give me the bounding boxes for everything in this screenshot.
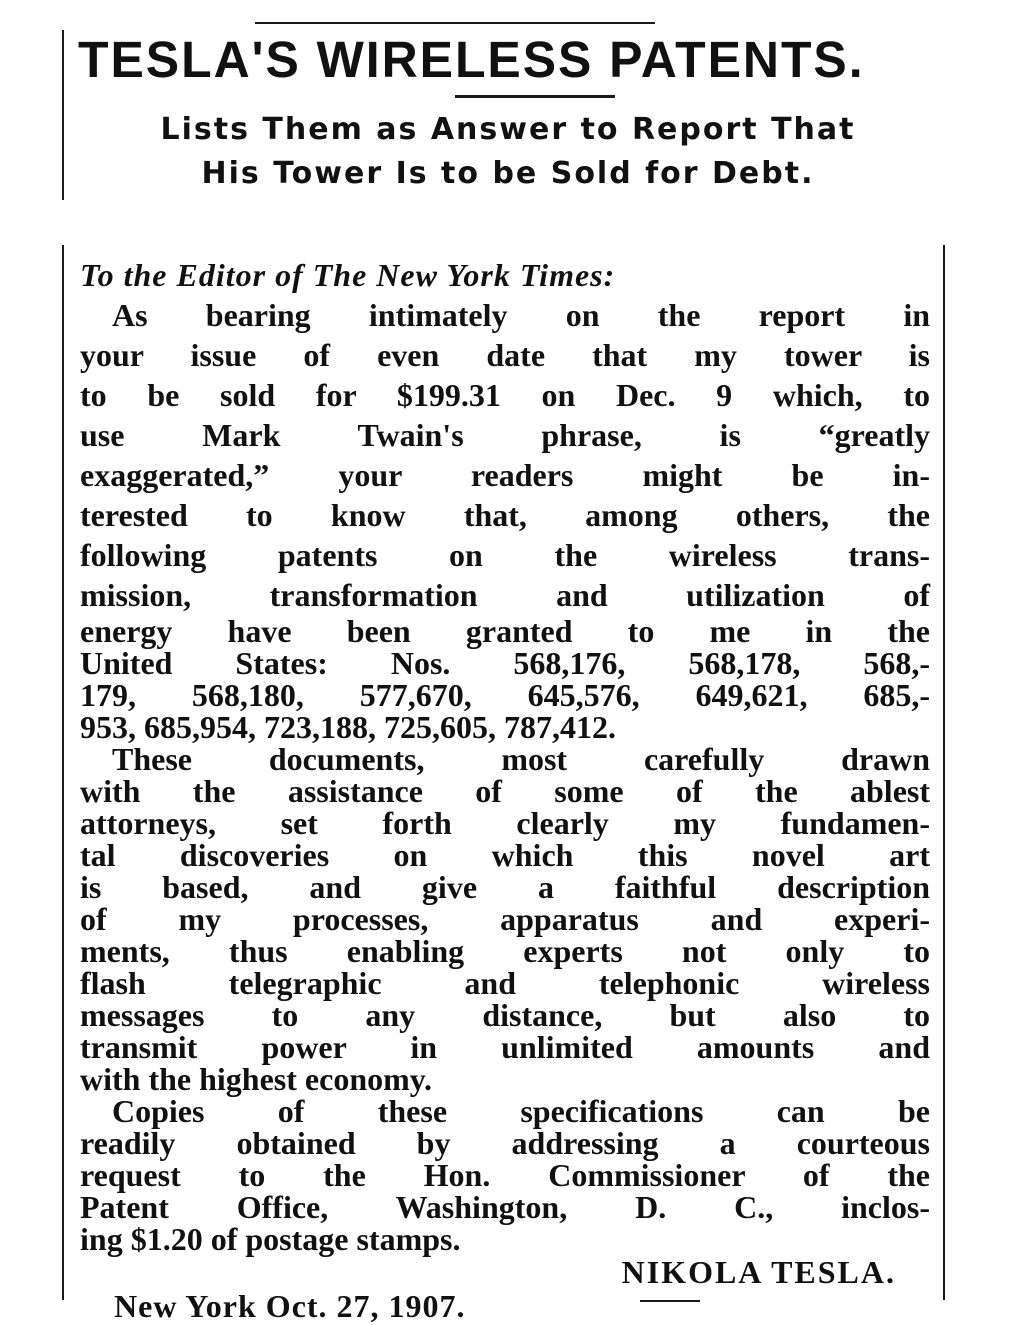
text-line: to be sold for $199.31 on Dec. 9 which, to [80, 377, 930, 413]
text-line: following patents on the wireless trans- [80, 537, 930, 573]
left-column-rule-top [62, 30, 64, 200]
text-line: flash telegraphic and telephonic wireless [80, 965, 930, 1001]
text-line: energy have been granted to me in the [80, 613, 930, 649]
text-line: 179, 568,180, 577,670, 645,576, 649,621, 685,- [80, 677, 930, 713]
letter-body [80, 255, 930, 1323]
text-line: use Mark Twain's phrase, is “greatly [80, 417, 930, 453]
headline-divider [455, 95, 615, 98]
text-line: exaggerated,” your readers might be in- [80, 457, 930, 493]
salutation: To the Editor of The New York Times: [80, 257, 616, 293]
text-line: with the assistance of some of the ablest [80, 773, 930, 809]
text-line: Patent Office, Washington, D. C., inclos- [80, 1189, 930, 1225]
subheadline-line: Lists Them as Answer to Report That [160, 112, 856, 147]
text-line: messages to any distance, but also to [80, 997, 930, 1033]
text-line: request to the Hon. Commissioner of the [80, 1157, 930, 1193]
text-line: mission, transformation and utilization of [80, 577, 930, 613]
text-line: attorneys, set forth clearly my fundamen- [80, 805, 930, 841]
text-line: tal discoveries on which this novel art [80, 837, 930, 873]
signature: NIKOLA TESLA. [621, 1254, 896, 1290]
paragraph-1 [80, 295, 930, 743]
text-line: ments, thus enabling experts not only to [80, 933, 930, 969]
right-column-rule-body [943, 245, 945, 1300]
headline: TESLA'S WIRELESS PATENTS. [78, 31, 865, 88]
text-line: terested to know that, among others, the [80, 497, 930, 533]
text-line: Copies of these specifications can be [112, 1093, 930, 1129]
text-line: transmit power in unlimited amounts and [80, 1029, 930, 1065]
paragraph-3 [80, 1095, 930, 1255]
text-line: your issue of even date that my tower is [80, 337, 930, 373]
text-line: As bearing intimately on the report in [112, 297, 930, 333]
text-line: These documents, most carefully drawn [112, 741, 930, 777]
paragraph-2 [80, 743, 930, 1095]
text-line: ing $1.20 of postage stamps. [80, 1221, 461, 1257]
text-line: readily obtained by addressing a courteous [80, 1125, 930, 1161]
subheadline-line: His Tower Is to be Sold for Debt. [201, 156, 815, 191]
left-column-rule-body [62, 245, 64, 1300]
subheadline [78, 108, 938, 196]
text-line: is based, and give a faithful description [80, 869, 930, 905]
text-line: 953, 685,954, 723,188, 725,605, 787,412. [80, 709, 616, 745]
dateline: New York Oct. 27, 1907. [114, 1288, 466, 1324]
text-line: with the highest economy. [80, 1061, 432, 1097]
text-line: United States: Nos. 568,176, 568,178, 568,- [80, 645, 930, 681]
top-rule [255, 22, 655, 24]
text-line: of my processes, apparatus and experi- [80, 901, 930, 937]
